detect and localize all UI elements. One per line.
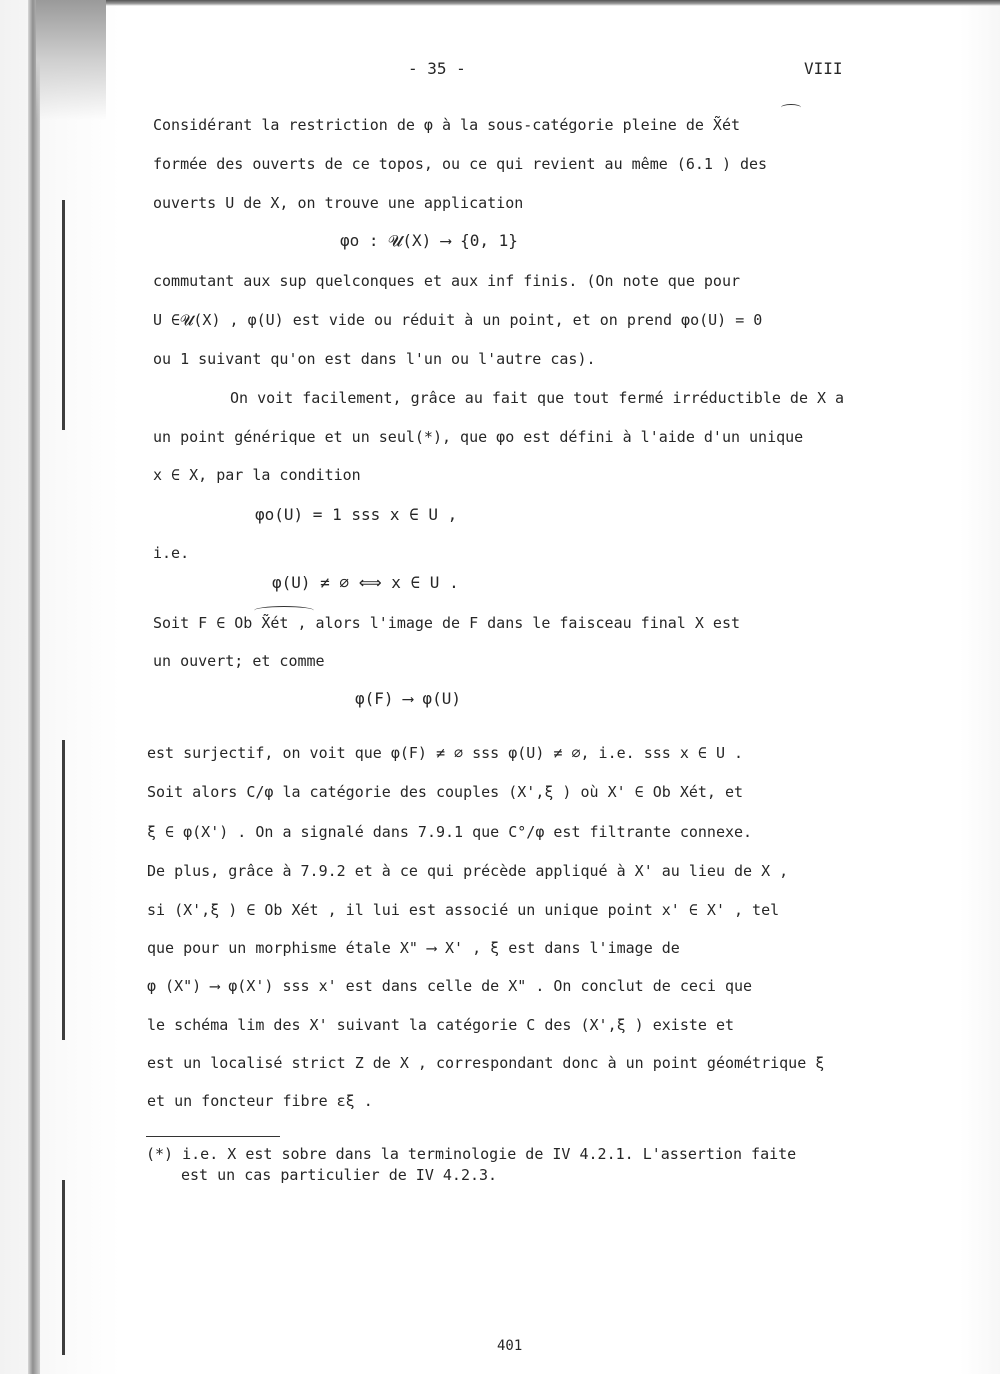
page-number: - 35 - xyxy=(408,59,466,78)
footnote-line: est un cas particulier de IV 4.2.3. xyxy=(181,1166,498,1184)
body-line: ξ ∈ φ(X') . On a signalé dans 7.9.1 que C°/φ est filtrante connexe. xyxy=(147,823,753,841)
body-line: x ∈ X, par la condition xyxy=(153,466,361,484)
body-line: un ouvert; et comme xyxy=(153,652,325,670)
body-line: est surjectif, on voit que φ(F) ≠ ∅ sss φ(U) ≠ ∅, i.e. sss x ∈ U . xyxy=(147,744,744,762)
body-line: est un localisé strict Z de X , correspondant donc à un point géométrique ξ xyxy=(147,1054,825,1072)
body-line: Soit F ∈ Ob X̃ét , alors l'image de F dans le faisceau final X est xyxy=(153,614,740,632)
top-edge-shadow xyxy=(30,0,1000,6)
body-line: U ∈𝓤(X) , φ(U) est vide ou réduit à un point, et on prend φo(U) = 0 xyxy=(153,311,763,329)
margin-rule xyxy=(62,740,65,1040)
margin-rule xyxy=(62,200,65,430)
body-line: et un foncteur fibre εξ . xyxy=(147,1092,373,1110)
body-line: commutant aux sup quelconques et aux inf finis. (On note que pour xyxy=(153,272,740,290)
display-formula: φo : 𝓤(X) ⟶ {0, 1} xyxy=(340,231,518,250)
display-formula: φ(U) ≠ ∅ ⟺ x ∈ U . xyxy=(272,573,459,592)
tilde-mark xyxy=(781,104,801,111)
binding-edge xyxy=(28,0,40,1374)
body-line: Considérant la restriction de φ à la sous-catégorie pleine de X̃ét xyxy=(153,116,740,134)
binding-corner-shadow xyxy=(36,0,106,120)
folio-number: 401 xyxy=(497,1338,523,1354)
display-formula: φo(U) = 1 sss x ∈ U , xyxy=(255,505,458,524)
body-line: si (X',ξ ) ∈ Ob Xét , il lui est associé un unique point x' ∈ X' , tel xyxy=(147,901,780,919)
body-line: φ (X") ⟶ φ(X') sss x' est dans celle de X" . On conclut de ceci que xyxy=(147,977,753,995)
body-line: i.e. xyxy=(153,544,190,562)
display-formula: φ(F) ⟶ φ(U) xyxy=(355,689,461,708)
footnote-line: (*) i.e. X est sobre dans la terminologie de IV 4.2.1. L'assertion faite xyxy=(146,1145,797,1163)
body-line: un point générique et un seul(*), que φo est défini à l'aide d'un unique xyxy=(153,428,804,446)
body-line: ou 1 suivant qu'on est dans l'un ou l'autre cas). xyxy=(153,350,596,368)
body-line: que pour un morphisme étale X" ⟶ X' , ξ est dans l'image de xyxy=(147,939,680,957)
body-line: formée des ouverts de ce topos, ou ce qui revient au même (6.1 ) des xyxy=(153,155,768,173)
body-line: le schéma lim des X' suivant la catégorie C des (X',ξ ) existe et xyxy=(147,1016,734,1034)
footnote-rule xyxy=(146,1136,280,1137)
chapter-number: VIII xyxy=(804,59,843,78)
body-line: ouverts U de X, on trouve une application xyxy=(153,194,524,212)
body-line: Soit alors C/φ la catégorie des couples (X',ξ ) où X' ∈ Ob Xét, et xyxy=(147,783,744,801)
body-line: On voit facilement, grâce au fait que tout fermé irréductible de X a xyxy=(230,389,845,407)
body-line: De plus, grâce à 7.9.2 et à ce qui précède appliqué à X' au lieu de X , xyxy=(147,862,789,880)
margin-rule xyxy=(62,1180,65,1355)
